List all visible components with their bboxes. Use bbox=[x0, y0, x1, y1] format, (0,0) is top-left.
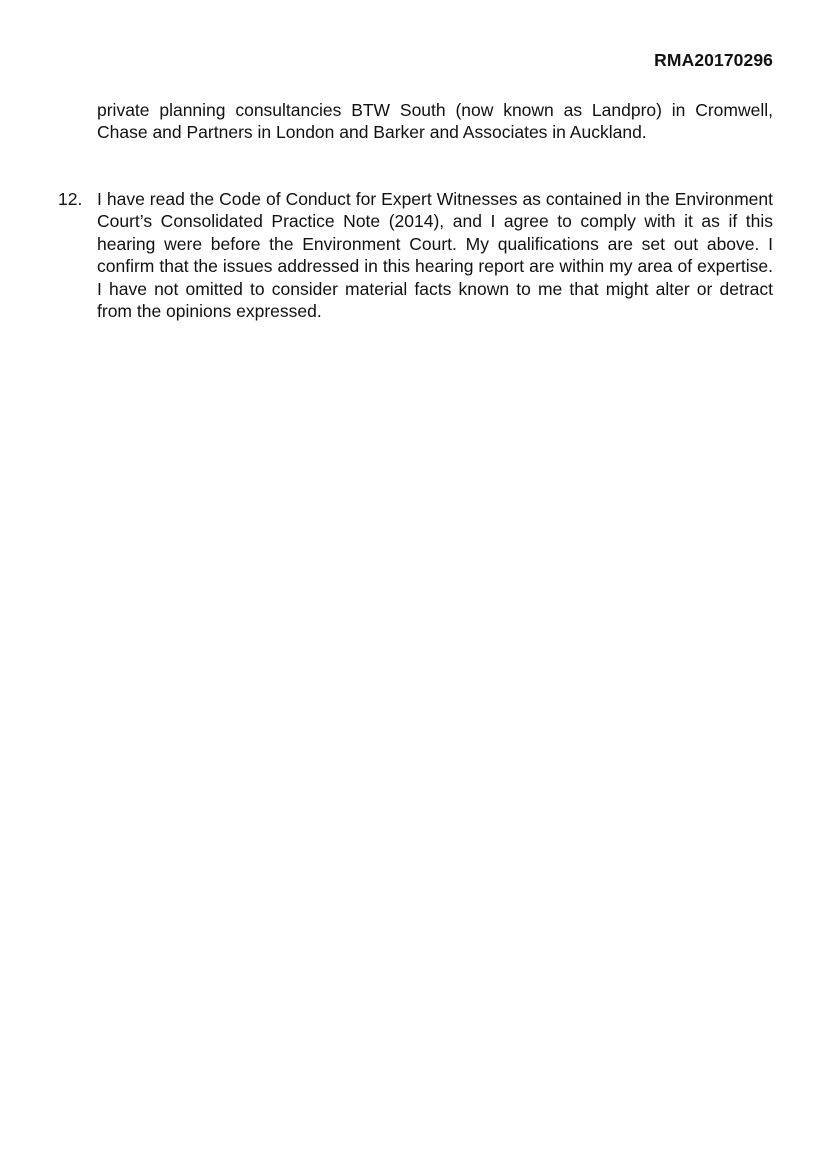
numbered-paragraph-12 bbox=[58, 188, 773, 322]
paragraph-text: I have read the Code of Conduct for Expert Witnesses as contained in the Environment Court’s Consolidated Practice Note (2014), and I agree to comply with it as if this hearing were before the Environment Court. My qualifications are set out above. I confirm that the issues addressed in this hearing report are within my area of expertise. I have not omitted to consider material facts known to me that might alter or detract from the opinions expressed. bbox=[97, 189, 773, 322]
continuation-paragraph-text: private planning consultancies BTW South (now known as Landpro) in Cromwell, Chase and Partners in London and Barker and Associates in Auckland. bbox=[97, 100, 773, 143]
paragraph-number: 12. bbox=[58, 189, 83, 209]
continuation-paragraph bbox=[97, 99, 773, 144]
reference-number: RMA20170296 bbox=[654, 50, 773, 70]
